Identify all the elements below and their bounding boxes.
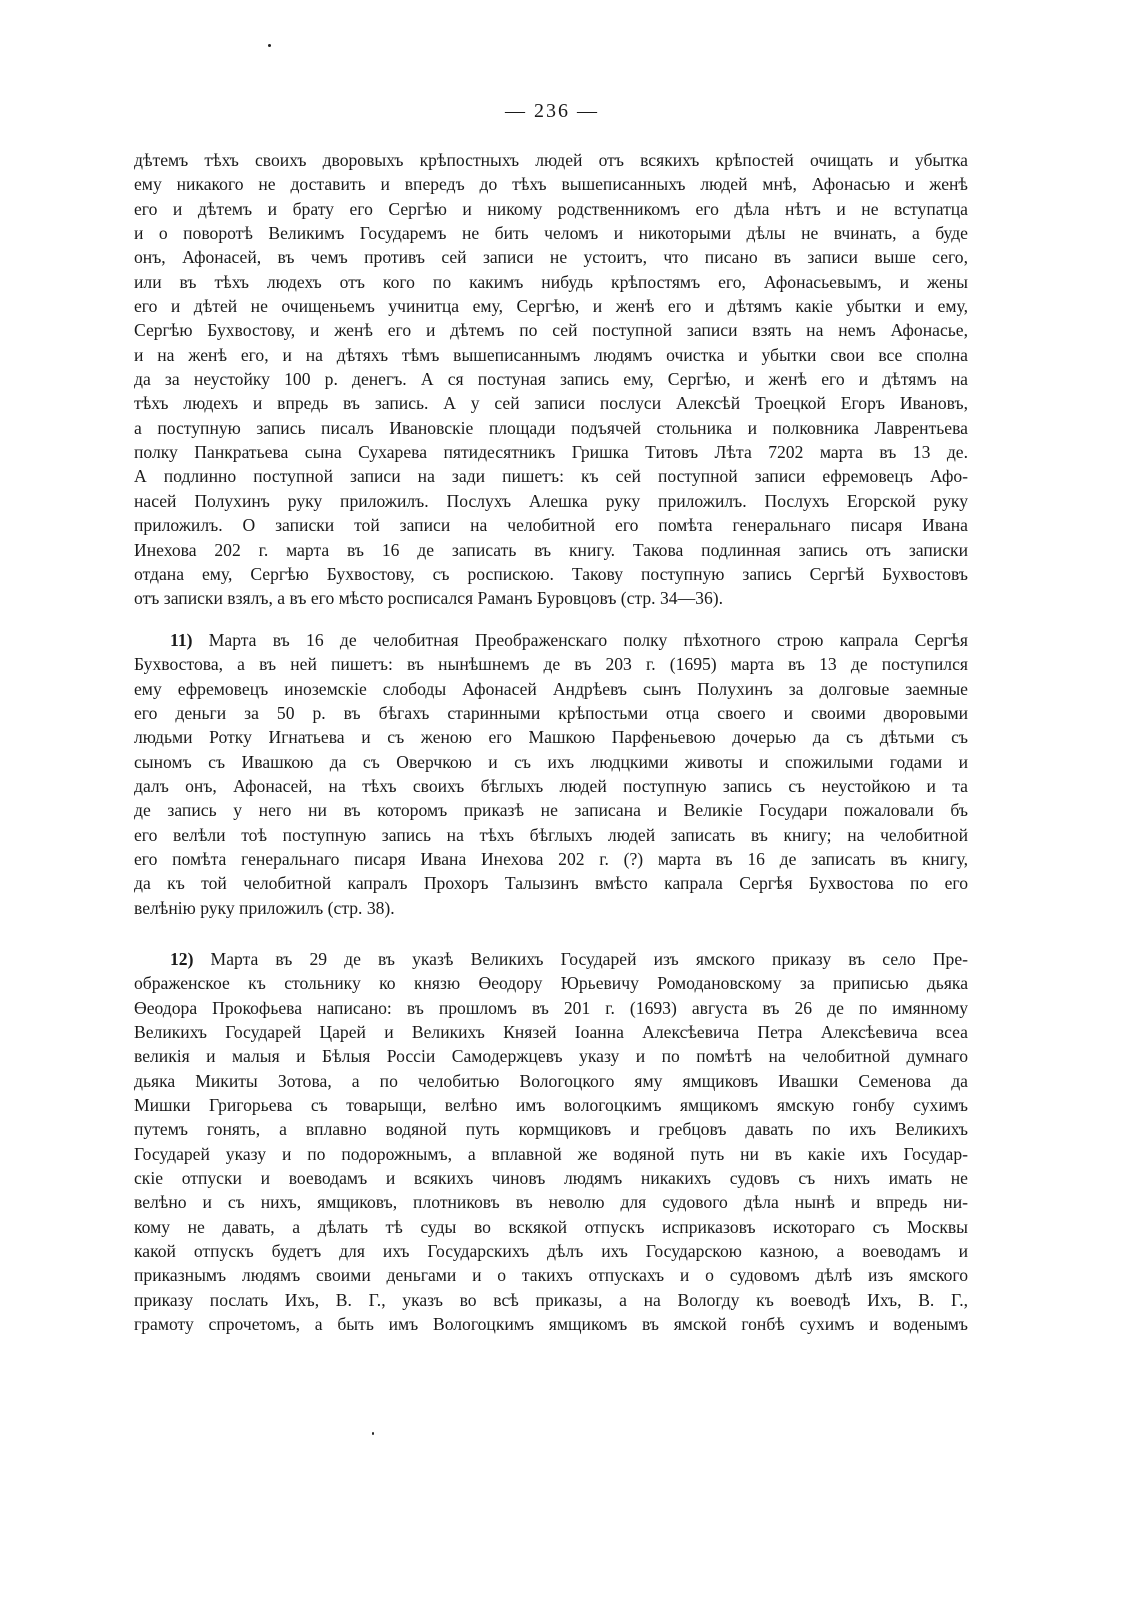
text-line: его и дѣтемъ и брату его Сергѣю и никому родственникомъ его дѣла нѣтъ и не вступатца (134, 198, 968, 219)
text-line: отъ записки взялъ, а въ его мѣсто росписался Раманъ Буровцовъ (стр. 34—36). (134, 588, 724, 609)
text-line: да за неустойку 100 р. денегъ. А ся постуная запись ему, Сергѣю, и женѣ его и дѣтямъ на (134, 369, 968, 390)
text-line: велѣно и съ нихъ, ямщиковъ, плотниковъ въ неволю для судового дѣла нынѣ и впредь ни- (134, 1192, 968, 1213)
item-number: 11) (170, 630, 193, 650)
text-line: ему никакого не доставить и впередъ до тѣхъ вышеписанныхъ людей мнѣ, Афонасью и женѣ (134, 174, 968, 195)
text-line: ему ефремовецъ иноземскіе слободы Афонасей Андрѣевъ сынъ Полухинъ за долговые заемные (134, 678, 968, 699)
text-line: или въ тѣхъ людехъ отъ кого по какимъ нибудь крѣпостямъ его, Афонасьевымъ, и жены (134, 271, 968, 292)
ink-speck (268, 44, 271, 47)
text-line: Бухвостова, а въ ней пишетъ: въ нынѣшнемъ де въ 203 г. (1695) марта въ 13 де поступился (134, 654, 968, 675)
item-number: 12) (170, 949, 194, 969)
text-line: скіе отпуски и воеводамъ и всякихъ чиновъ людямъ никакихъ судовъ съ нихъ имать не (134, 1168, 968, 1189)
text-line: да къ той челобитной капралъ Прохоръ Талызинъ вмѣсто капрала Сергѣя Бухвостова по его (134, 873, 968, 894)
text-line: его и дѣтей не очищеньемъ учинитца ему, Сергѣю, и женѣ его и дѣтямъ какіе убытки и ему, (134, 296, 968, 317)
text-line: приказу послать Ихъ, В. Г., указъ во всѣ приказы, а на Вологду къ воеводѣ Ихъ, В. Г., (134, 1289, 968, 1310)
text-line: тѣхъ людехъ и впредь въ запись. А у сей записи послуси Алексѣй Троецкой Егоръ Ивановъ, (134, 393, 968, 414)
text-line: а поступную запись писалъ Ивановскіе площади подъячей стольника и полковника Лаврентьева (134, 417, 968, 438)
text-line: приложилъ. О записки той записи на челобитной его помѣта генеральнаго писаря Ивана (134, 515, 968, 536)
text-line: А подлинно поступной записи на зади пишетъ: къ сей поступной записи ефремовецъ Афо- (134, 466, 968, 487)
text-line: какой отпускъ будетъ для ихъ Государскихъ дѣлъ ихъ Государскою казною, а воеводамъ и (134, 1241, 968, 1262)
page-number: — 236 — (505, 100, 599, 122)
paragraph-12 (134, 947, 968, 1337)
text-line (134, 628, 968, 652)
text-line: насей Полухинъ руку приложилъ. Послухъ Алешка руку приложилъ. Послухъ Егорской руку (134, 490, 968, 511)
text-line: Великихъ Государей Царей и Великихъ Князей Іоанна Алексѣевича Петра Алексѣевича всеа (134, 1022, 968, 1043)
text-line: путемъ гонять, а вплавно водяной путь кормщиковъ и гребцовъ давать по ихъ Великихъ (134, 1119, 968, 1140)
text-line: его велѣли тоѣ поступную запись на тѣхъ бѣглыхъ людей записать въ книгу; на челобитной (134, 824, 968, 845)
paragraph-11 (134, 628, 968, 920)
ink-speck (372, 1432, 374, 1435)
text-line: Өеодора Прокофьева написано: въ прошломъ въ 201 г. (1693) августа въ 26 де по имянному (134, 997, 968, 1018)
text-line: его помѣта генеральнаго писаря Ивана Инехова 202 г. (?) марта въ 16 де записать въ книгу, (134, 849, 968, 870)
text-line: де запись у него ни въ которомъ приказѣ не записана и Великіе Государи пожаловали бъ (134, 800, 968, 821)
text-line: полку Панкратьева сына Сухарева пятидесятникъ Гришка Титовъ Лѣта 7202 марта въ 13 де. (134, 442, 968, 463)
text-line: великія и малыя и Бѣлыя Россіи Самодержцевъ указу и по помѣтѣ на челобитной думнаго (134, 1046, 968, 1067)
text-line: отдана ему, Сергѣю Бухвостову, съ роспискою. Такову поступную запись Сергѣй Бухвостовъ (134, 563, 968, 584)
text-line: Мишки Григорьева съ товарыщи, велѣно имъ вологоцкимъ ямщикомъ ямскую гонбу сухимъ (134, 1095, 968, 1116)
text-line: Сергѣю Бухвостову, и женѣ его и дѣтемъ по сей поступной записи взять на немъ Афонасье, (134, 320, 968, 341)
text-line: грамоту спрочетомъ, а быть имъ Вологоцкимъ ямщикомъ въ ямской гонбѣ сухимъ и воденымъ (134, 1314, 968, 1335)
text-line: далъ онъ, Афонасей, на тѣхъ своихъ бѣглыхъ людей поступную запись съ неустойкою и та (134, 776, 968, 797)
text-line (134, 947, 968, 971)
text-line: Государей указу и по подорожнымъ, а вплавной же водяной путь ни въ какіе ихъ Государ- (134, 1143, 968, 1164)
text-line-content: Марта въ 29 де въ указѣ Великихъ Государей изъ ямского приказу въ село Пре- (193, 949, 968, 969)
text-line: и на женѣ его, и на дѣтяхъ тѣмъ вышеписаннымъ людямъ очистка и убытки свои все сполна (134, 344, 968, 365)
text-line-content: Марта въ 16 де челобитная Преображенскаго полку пѣхотного строю капрала Сергѣя (192, 630, 968, 650)
paragraph-continuation (134, 148, 968, 611)
text-line: его деньги за 50 р. въ бѣгахъ старинными крѣпостьми отца своего и своими дворовыми (134, 703, 968, 724)
text-line: кому не давать, а дѣлать тѣ суды во вскякой отпускъ исприказовъ искотораго съ Москвы (134, 1216, 968, 1237)
text-line: и о поворотѣ Великимъ Государемъ не бить челомъ и никоторыми дѣлы не вчинать, а буде (134, 223, 968, 244)
text-line: приказнымъ людямъ своими деньгами и о такихъ отпускахъ и о судовомъ дѣлѣ изъ ямского (134, 1265, 968, 1286)
text-line: сыномъ съ Ивашкою да съ Оверчкою и съ ихъ людцкими животы и спожилыми годами и (134, 751, 968, 772)
text-line: онъ, Афонасей, въ чемъ противъ сей записи не устоитъ, что писано въ записи выше сего, (134, 247, 968, 268)
text-line: велѣнію руку приложилъ (стр. 38). (134, 897, 395, 918)
text-line: людьми Ротку Игнатьева и съ женою его Машкою Парфеньевою дочерью да съ дѣтьми съ (134, 727, 968, 748)
text-line: дѣтемъ тѣхъ своихъ дворовыхъ крѣпостныхъ людей отъ всякихъ крѣпостей очищать и убытка (134, 150, 968, 170)
text-line: дьяка Микиты Зотова, а по челобитью Вологоцкого яму ямщиковъ Ивашки Семенова да (134, 1070, 968, 1091)
text-line: ображенское къ стольнику ко князю Өеодору Юрьевичу Ромодановскому за приписью дьяка (134, 973, 968, 994)
text-line: Инехова 202 г. марта въ 16 де записать въ книгу. Такова подлинная запись отъ записки (134, 539, 968, 560)
